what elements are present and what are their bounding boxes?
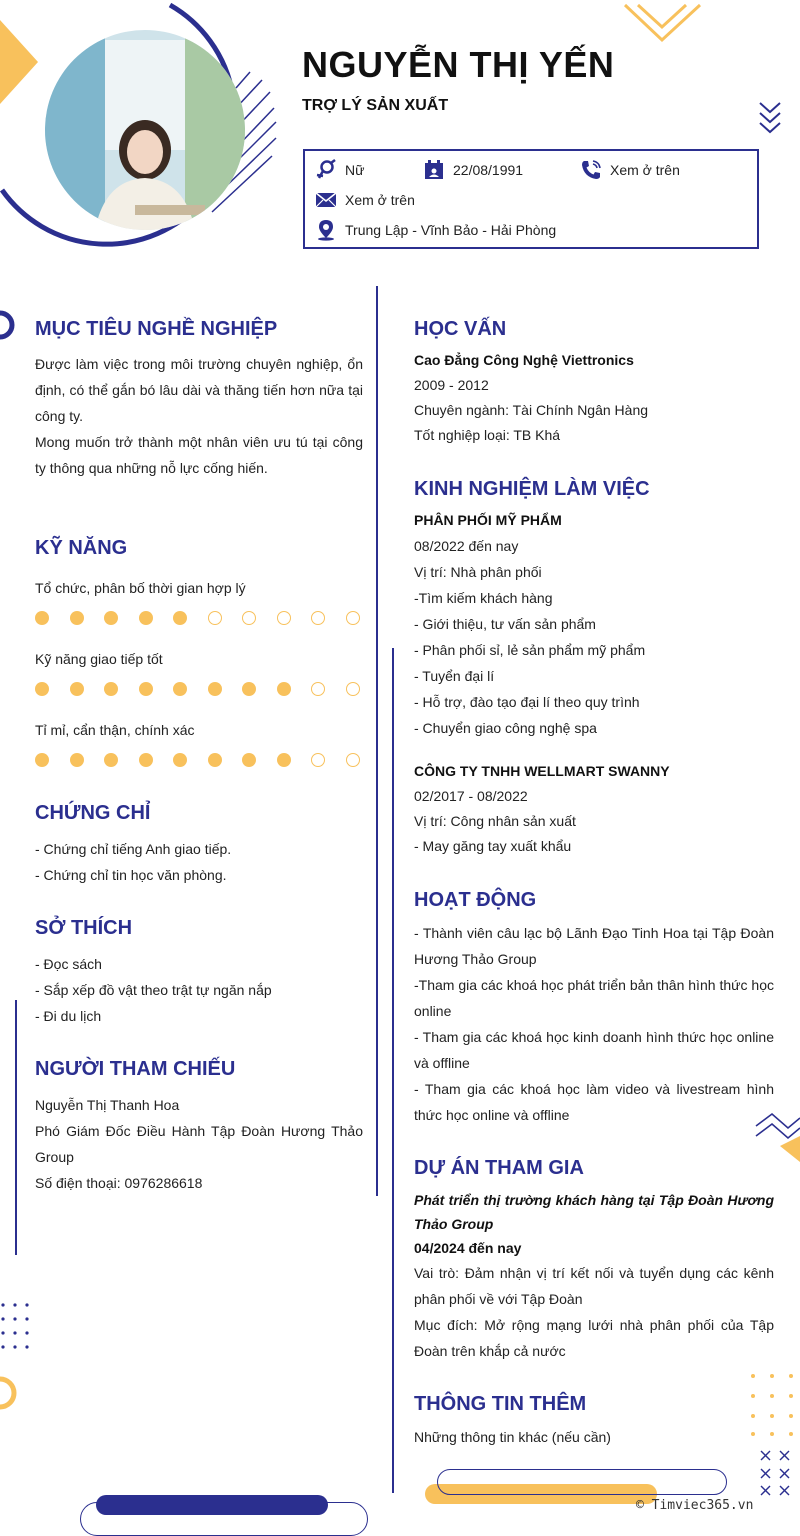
reference-name: Nguyễn Thị Thanh Hoa — [35, 1097, 180, 1113]
rating-dot-filled — [104, 611, 118, 625]
extra-text: Những thông tin khác (nếu cần) — [414, 1429, 611, 1445]
address-value: Trung Lập - Vĩnh Bảo - Hải Phòng — [345, 222, 557, 238]
rating-dot-empty — [346, 682, 360, 696]
hobbies-title: SỞ THÍCH — [35, 917, 133, 939]
rating-dot-filled — [35, 682, 49, 696]
rating-dot-filled — [70, 682, 84, 696]
rating-dot-filled — [277, 682, 291, 696]
rating-dot-filled — [173, 611, 187, 625]
hobby-item: - Đi du lịch — [35, 1008, 102, 1024]
job-line: - Phân phối sỉ, lẻ sản phẩm mỹ phẩm — [414, 642, 646, 658]
rating-dot-empty — [208, 611, 222, 625]
contact-box — [303, 149, 759, 249]
education-major: Chuyên ngành: Tài Chính Ngân Hàng — [414, 402, 649, 418]
project-role: Vai trò: Đảm nhận vị trí kết nối và tuyển dụng các kênh phân phối về với Tập Đoàn — [414, 1265, 774, 1307]
decor-chevron-down-icon — [757, 100, 783, 136]
projects-title: DỰ ÁN THAM GIA — [414, 1157, 584, 1179]
objective-p2: Mong muốn trở thành một nhân viên ưu tú tại công ty thông qua những nỗ lực cống hiến. — [35, 434, 363, 476]
activity-item: - Tham gia các khoá học làm video và livestream hình thức học online và offline — [414, 1081, 774, 1123]
certificate-item: - Chứng chỉ tiếng Anh giao tiếp. — [35, 841, 232, 857]
project-name: Phát triển thị trường khách hàng tại Tập Đoàn Hương Thảo Group — [414, 1192, 774, 1232]
phone-item — [580, 159, 680, 181]
job-title: TRỢ LÝ SẢN XUẤT — [302, 97, 449, 114]
address-item — [315, 219, 556, 241]
phone-value: Xem ở trên — [610, 162, 680, 178]
decor-left-yellow-ring — [0, 1375, 18, 1411]
right-column-line — [392, 648, 394, 1493]
phone-icon — [580, 159, 602, 181]
decor-right-dots — [748, 1370, 800, 1438]
rating-dot-filled — [242, 753, 256, 767]
project-period: 04/2024 đến nay — [414, 1240, 522, 1256]
reference-position: Phó Giám Đốc Điều Hành Tập Đoàn Hương Thảo Group — [35, 1123, 363, 1165]
activity-item: - Thành viên câu lạc bộ Lãnh Đạo Tinh Hoa tại Tập Đoàn Hương Thảo Group — [414, 925, 774, 967]
activity-item: - Tham gia các khoá học kinh doanh hình thức học online và offline — [414, 1029, 774, 1071]
watermark: © Timviec365.vn — [636, 1498, 754, 1513]
rating-dot-filled — [139, 682, 153, 696]
experience-title: KINH NGHIỆM LÀM VIỆC — [414, 478, 650, 500]
hobby-item: - Đọc sách — [35, 956, 102, 972]
rating-dot-filled — [208, 753, 222, 767]
rating-dot-filled — [173, 753, 187, 767]
objective-p1: Được làm việc trong môi trường chuyên nghiệp, ổn định, có thể gắn bó lâu dài và thăng tiến hơn nữa tại công ty. — [35, 356, 363, 424]
extra-title: THÔNG TIN THÊM — [414, 1393, 587, 1415]
job-company: PHÂN PHỐI MỸ PHẨM — [414, 512, 562, 528]
job-company: CÔNG TY TNHH WELLMART SWANNY — [414, 763, 670, 779]
column-divider — [376, 286, 378, 1196]
birthday-value: 22/08/1991 — [453, 162, 524, 178]
rating-dot-empty — [277, 611, 291, 625]
rating-dot-filled — [104, 682, 118, 696]
gender-value: Nữ — [345, 162, 365, 178]
rating-dot-filled — [104, 753, 118, 767]
experience-job-2 — [414, 759, 670, 859]
rating-dot-empty — [311, 611, 325, 625]
job-line: - Hỗ trợ, đào tạo đại lí theo quy trình — [414, 694, 640, 710]
skill-3-label: Tỉ mỉ, cẩn thận, chính xác — [35, 722, 195, 738]
certificate-item: - Chứng chỉ tin học văn phòng. — [35, 867, 227, 883]
location-pin-icon — [315, 219, 337, 241]
education-grade: Tốt nghiệp loại: TB Khá — [414, 427, 561, 443]
decor-top-chevron — [620, 0, 710, 48]
rating-dot-filled — [139, 753, 153, 767]
skill-2-rating — [35, 682, 380, 696]
job-period: 02/2017 - 08/2022 — [414, 788, 528, 804]
job-line: Vị trí: Nhà phân phối — [414, 564, 542, 580]
education-school: Cao Đẳng Công Nghệ Viettronics — [414, 352, 634, 368]
job-line: - Giới thiệu, tư vấn sản phẩm — [414, 616, 596, 632]
decor-bottom-pill-outline-right — [437, 1469, 727, 1495]
rating-dot-filled — [70, 753, 84, 767]
experience-job-1 — [414, 508, 645, 741]
reference-phone: Số điện thoại: 0976286618 — [35, 1175, 203, 1191]
skill-1-rating — [35, 611, 380, 625]
hobbies-list — [35, 951, 272, 1029]
rating-dot-filled — [35, 611, 49, 625]
gender-item — [315, 159, 364, 181]
certificates-title: CHỨNG CHỈ — [35, 802, 151, 824]
rating-dot-empty — [311, 753, 325, 767]
hobby-item: - Sắp xếp đồ vật theo trật tự ngăn nắp — [35, 982, 272, 998]
rating-dot-filled — [70, 611, 84, 625]
profile-photo — [45, 30, 245, 230]
left-edge-line — [15, 1000, 17, 1255]
birthday-item — [423, 159, 523, 181]
decor-right-crosses — [758, 1448, 800, 1498]
rating-dot-filled — [173, 682, 187, 696]
rating-dot-empty — [311, 682, 325, 696]
email-item — [315, 189, 415, 211]
activity-item: -Tham gia các khoá học phát triển bản thân hình thức học online — [414, 977, 774, 1019]
rating-dot-empty — [346, 753, 360, 767]
skill-2-label: Kỹ năng giao tiếp tốt — [35, 651, 163, 667]
job-line: - Chuyển giao công nghệ spa — [414, 720, 597, 736]
rating-dot-empty — [346, 611, 360, 625]
objective-title: MỤC TIÊU NGHỀ NGHIỆP — [35, 318, 278, 340]
rating-dot-empty — [242, 611, 256, 625]
decor-left-dots — [0, 1300, 34, 1352]
mail-icon — [315, 189, 337, 211]
decor-left-ring — [0, 310, 16, 340]
job-period: 08/2022 đến nay — [414, 538, 519, 554]
project-body — [414, 1188, 774, 1364]
objective-text — [35, 351, 363, 481]
job-line: - Tuyển đại lí — [414, 668, 495, 684]
job-line: -Tìm kiếm khách hàng — [414, 590, 553, 606]
rating-dot-filled — [35, 753, 49, 767]
activities-list — [414, 920, 774, 1128]
skills-title: KỸ NĂNG — [35, 537, 128, 559]
education-body — [414, 348, 648, 448]
certificates-list — [35, 836, 231, 888]
rating-dot-filled — [208, 682, 222, 696]
decor-bottom-pill-navy — [96, 1495, 328, 1515]
references-title: NGƯỜI THAM CHIẾU — [35, 1058, 236, 1080]
job-line: - May găng tay xuất khẩu — [414, 838, 572, 854]
activities-title: HOẠT ĐỘNG — [414, 889, 537, 911]
rating-dot-filled — [277, 753, 291, 767]
education-period: 2009 - 2012 — [414, 377, 489, 393]
references-body — [35, 1092, 363, 1196]
project-purpose: Mục đích: Mở rộng mạng lưới nhà phân phối của Tập Đoàn trên khắp cả nước — [414, 1317, 774, 1359]
calendar-icon — [423, 159, 445, 181]
rating-dot-filled — [242, 682, 256, 696]
rating-dot-filled — [139, 611, 153, 625]
education-title: HỌC VẤN — [414, 318, 507, 340]
skill-3-rating — [35, 753, 380, 767]
job-line: Vị trí: Công nhân sản xuất — [414, 813, 576, 829]
gender-icon — [315, 159, 337, 181]
skill-1-label: Tổ chức, phân bố thời gian hợp lý — [35, 580, 246, 596]
email-value: Xem ở trên — [345, 192, 415, 208]
candidate-name: NGUYỄN THỊ YẾN — [302, 44, 615, 85]
